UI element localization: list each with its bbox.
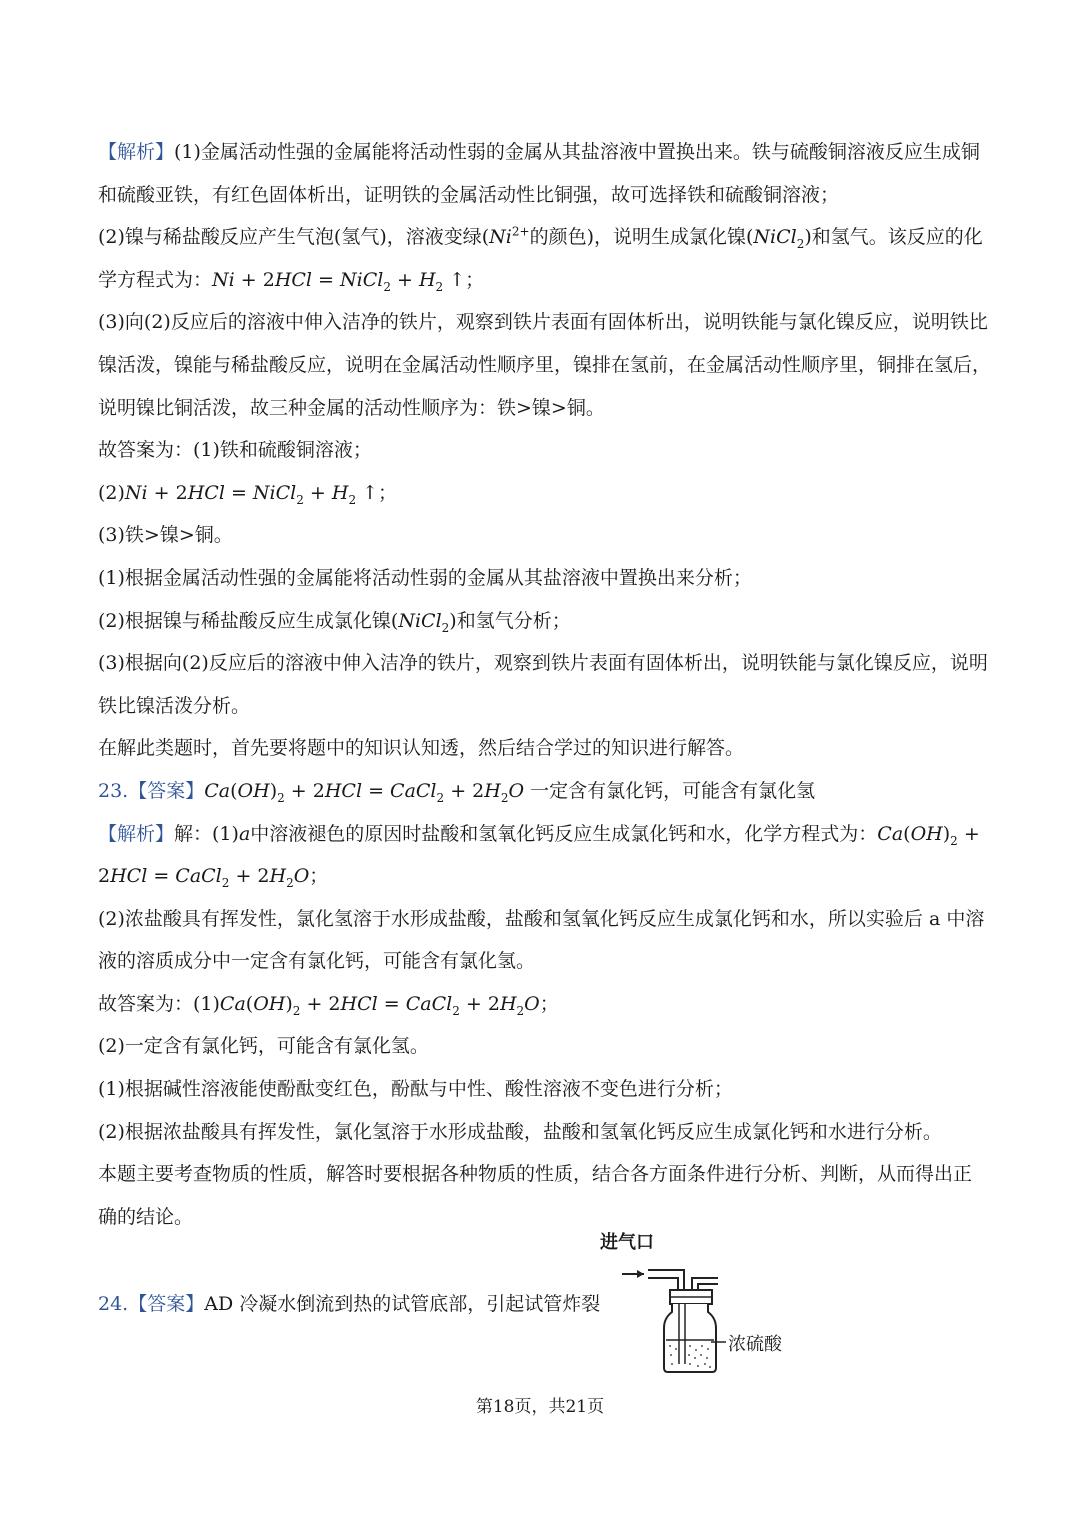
text-line: (2)根据镍与稀盐酸反应生成氯化镍(NiCl$_2$)和氢气分析； — [98, 609, 571, 635]
text-line: (2)镍与稀盐酸反应产生气泡(氢气)，溶液变绿($Ni^{2+}$的颜色)，说明生成氯化镍(NiCl$_2$)和氢气。该反应的化 — [98, 224, 983, 251]
inlet-label: 进气口 — [600, 1232, 654, 1253]
gas-washing-bottle-figure — [600, 1228, 800, 1378]
analysis-tag: 【解析】 — [98, 822, 175, 845]
answer-tag: 【答案】 — [128, 779, 205, 802]
text-line: 确的结论。 — [98, 1205, 194, 1228]
arrow-icon — [637, 1270, 644, 1278]
equation-calcium-answer: $Ca(OH)_2 + 2HCl$ = CaCl$_2$ + $2H_2O$ — [219, 992, 540, 1018]
text-line: (3)向(2)反应后的溶液中伸入洁净的铁片，观察到铁片表面有固体析出，说明铁能与氯化镍反应，说明铁比 — [98, 311, 988, 334]
text-line: 故答案为：$(1)Ca(OH)_2 + 2HCl$ = CaCl$_2$ + $2H_2O$； — [98, 992, 559, 1018]
text-line: (3)铁>镍>铜。 — [98, 524, 233, 547]
document-body — [98, 131, 992, 1238]
text-line: 液的溶质成分中一定含有氯化钙，可能含有氯化氢。 — [98, 950, 536, 973]
question-number: 24. — [98, 1293, 129, 1315]
text-line: 故答案为：(1)铁和硫酸铜溶液； — [98, 439, 372, 462]
answer-23-line: 23.【答案】$Ca(OH)_2 + 2HCl$ = CaCl$_2$ + $2H_2O$ 一定含有氯化钙，可能含有氯化氢 — [98, 779, 816, 805]
page-footer: 第18页，共21页 — [475, 1397, 605, 1417]
text-line: 说明镍比铜活泼，故三种金属的活动性顺序为：铁>镍>铜。 — [98, 396, 605, 419]
formula-ni2plus: $Ni^{2+}$ — [489, 224, 530, 249]
text-line: 镍活泼，镍能与稀盐酸反应，说明在金属活动性顺序里，镍排在氢前，在金属活动性顺序里，铜排在氢后， — [98, 353, 992, 376]
formula-nicl2: NiCl$_2$ — [398, 609, 450, 635]
answer-24-line: 24.【答案】AD 冷凝水倒流到热的试管底部，引起试管炸裂 — [98, 1293, 601, 1315]
text-line: 本题主要考查物质的性质，解答时要根据各种物质的性质，结合各方面条件进行分析、判断，从而得出正 — [98, 1163, 973, 1186]
text-line: (2)根据浓盐酸具有挥发性，氯化氢溶于水形成盐酸，盐酸和氢氧化钙反应生成氯化钙和水进行分析。 — [98, 1120, 942, 1143]
text-line: 和硫酸亚铁，有红色固体析出，证明铁的金属活动性比铜强，故可选择铁和硫酸铜溶液； — [98, 183, 840, 206]
text-line: (2)一定含有氯化钙，可能含有氯化氢。 — [98, 1035, 429, 1058]
text-line: (2)浓盐酸具有挥发性，氯化氢溶于水形成盐酸，盐酸和氢氧化钙反应生成氯化钙和水，所以实验后 a 中溶 — [98, 907, 985, 930]
equation-calcium-part2: 2HCl = CaCl$_2$ + $2H_2O$ — [98, 865, 310, 890]
text-line: 【解析】解：(1)a中溶液褪色的原因时盐酸和氢氧化钙反应生成氯化钙和水，化学方程式为：$Ca(OH)_2$ + — [98, 822, 980, 848]
text-line: 在解此类题时，首先要将题中的知识认知透，然后结合学过的知识进行解答。 — [98, 737, 745, 760]
question-number: 23. — [98, 779, 129, 802]
text-line: 【解析】(1)金属活动性强的金属能将活动性弱的金属从其盐溶液中置换出来。铁与硫酸铜溶液反应生成铜 — [98, 141, 980, 163]
text-line: (1)根据金属活动性强的金属能将活动性弱的金属从其盐溶液中置换出来分析； — [98, 566, 752, 589]
equation-calcium-part1: $Ca(OH)_2$ + — [877, 822, 980, 848]
formula-nicl2: NiCl$_2$ — [753, 226, 805, 251]
answer-tag: 【答案】 — [128, 1293, 205, 1315]
text-line: (1)根据碱性溶液能使酚酞变红色，酚酞与中性、酸性溶液不变色进行分析； — [98, 1078, 733, 1101]
equation-nickel-answer: Ni + 2HCl = NiCl$_2$ + $H_2$ ↑； — [124, 481, 398, 507]
text-line: 学方程式为：Ni + 2HCl = NiCl$_2$ + $H_2$ ↑； — [98, 268, 485, 294]
acid-label: 浓硫酸 — [728, 1334, 782, 1355]
text-line: 2HCl = CaCl$_2$ + $2H_2O$； — [98, 865, 329, 890]
equation-calcium: $Ca(OH)_2 + 2HCl$ = CaCl$_2$ + $2H_2O$ — [204, 779, 525, 805]
equation-nickel: Ni + 2HCl = NiCl$_2$ + $H_2$ ↑； — [212, 268, 485, 294]
text-line: (3)根据向(2)反应后的溶液中伸入洁净的铁片，观察到铁片表面有固体析出，说明铁能与氯化镍反应，说明 — [98, 652, 988, 675]
analysis-tag: 【解析】 — [98, 141, 175, 163]
text-line: 铁比镍活泼分析。 — [98, 694, 251, 717]
text-line: (2)Ni + 2HCl = NiCl$_2$ + $H_2$ ↑； — [98, 481, 398, 507]
